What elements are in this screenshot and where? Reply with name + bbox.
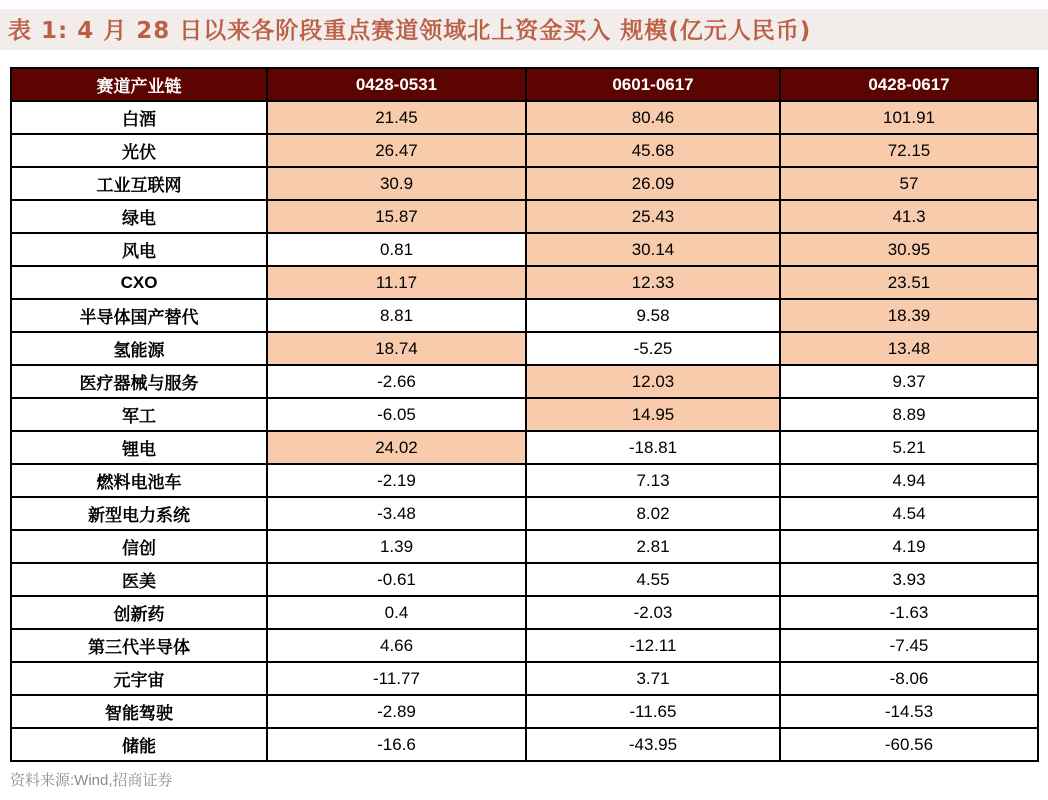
table-row [11, 497, 1038, 530]
table-row [11, 530, 1038, 563]
value-cell: 30.14 [526, 233, 780, 266]
table-row [11, 695, 1038, 728]
value-cell: -7.45 [780, 629, 1038, 662]
value-cell: 101.91 [780, 101, 1038, 134]
header-cell-period-total: 0428-0617 [780, 68, 1038, 101]
table-row [11, 200, 1038, 233]
table-title: 表 1: 4 月 28 日以来各阶段重点赛道领域北上资金买入 规模(亿元人民币) [8, 18, 812, 44]
value-cell: -3.48 [267, 497, 526, 530]
value-cell: -2.03 [526, 596, 780, 629]
value-cell: 25.43 [526, 200, 780, 233]
value-cell: -43.95 [526, 728, 780, 761]
value-cell: -5.25 [526, 332, 780, 365]
value-cell: -14.53 [780, 695, 1038, 728]
value-cell: -11.65 [526, 695, 780, 728]
table-row [11, 563, 1038, 596]
value-cell: -0.61 [267, 563, 526, 596]
header-row [11, 68, 1038, 101]
row-label: 军工 [11, 398, 267, 431]
table-row [11, 365, 1038, 398]
value-cell: 0.4 [267, 596, 526, 629]
table-row [11, 596, 1038, 629]
value-cell: 5.21 [780, 431, 1038, 464]
source-note: 资料来源:Wind,招商证券 [10, 772, 173, 789]
value-cell: -8.06 [780, 662, 1038, 695]
value-cell: 0.81 [267, 233, 526, 266]
value-cell: 41.3 [780, 200, 1038, 233]
value-cell: 4.54 [780, 497, 1038, 530]
value-cell: 26.09 [526, 167, 780, 200]
row-label: 锂电 [11, 431, 267, 464]
value-cell: 72.15 [780, 134, 1038, 167]
value-cell: 57 [780, 167, 1038, 200]
row-label: 元宇宙 [11, 662, 267, 695]
value-cell: 13.48 [780, 332, 1038, 365]
table-body [11, 101, 1038, 761]
row-label: 光伏 [11, 134, 267, 167]
value-cell: 45.68 [526, 134, 780, 167]
value-cell: -12.11 [526, 629, 780, 662]
value-cell: 80.46 [526, 101, 780, 134]
table-row [11, 464, 1038, 497]
row-label: 储能 [11, 728, 267, 761]
row-label: 新型电力系统 [11, 497, 267, 530]
value-cell: 8.89 [780, 398, 1038, 431]
value-cell: 8.81 [267, 299, 526, 332]
row-label: 创新药 [11, 596, 267, 629]
row-label: 智能驾驶 [11, 695, 267, 728]
header-cell-period-1: 0428-0531 [267, 68, 526, 101]
value-cell: 12.03 [526, 365, 780, 398]
table-row [11, 299, 1038, 332]
row-label: 半导体国产替代 [11, 299, 267, 332]
row-label: 绿电 [11, 200, 267, 233]
value-cell: 3.93 [780, 563, 1038, 596]
value-cell: 24.02 [267, 431, 526, 464]
row-label: 医美 [11, 563, 267, 596]
table-row [11, 662, 1038, 695]
table-row [11, 134, 1038, 167]
value-cell: -1.63 [780, 596, 1038, 629]
table-row [11, 101, 1038, 134]
table-row [11, 431, 1038, 464]
row-label: 风电 [11, 233, 267, 266]
value-cell: -2.89 [267, 695, 526, 728]
value-cell: -16.6 [267, 728, 526, 761]
row-label: 医疗器械与服务 [11, 365, 267, 398]
value-cell: 12.33 [526, 266, 780, 299]
value-cell: 4.66 [267, 629, 526, 662]
table-row [11, 398, 1038, 431]
value-cell: -18.81 [526, 431, 780, 464]
table-row [11, 728, 1038, 761]
value-cell: 14.95 [526, 398, 780, 431]
table-row [11, 629, 1038, 662]
northbound-funds-table [10, 67, 1039, 762]
value-cell: 8.02 [526, 497, 780, 530]
row-label: 燃料电池车 [11, 464, 267, 497]
value-cell: 1.39 [267, 530, 526, 563]
value-cell: 7.13 [526, 464, 780, 497]
value-cell: 9.58 [526, 299, 780, 332]
value-cell: -11.77 [267, 662, 526, 695]
value-cell: 30.9 [267, 167, 526, 200]
row-label: 白酒 [11, 101, 267, 134]
value-cell: 26.47 [267, 134, 526, 167]
value-cell: 15.87 [267, 200, 526, 233]
header-cell-industry-chain: 赛道产业链 [11, 68, 267, 101]
row-label: 第三代半导体 [11, 629, 267, 662]
value-cell: -6.05 [267, 398, 526, 431]
table-row [11, 266, 1038, 299]
value-cell: 21.45 [267, 101, 526, 134]
table-header [11, 68, 1038, 101]
value-cell: 30.95 [780, 233, 1038, 266]
value-cell: -2.66 [267, 365, 526, 398]
value-cell: 4.19 [780, 530, 1038, 563]
value-cell: 3.71 [526, 662, 780, 695]
row-label: 氢能源 [11, 332, 267, 365]
value-cell: 4.55 [526, 563, 780, 596]
value-cell: 23.51 [780, 266, 1038, 299]
row-label: CXO [11, 266, 267, 299]
value-cell: 9.37 [780, 365, 1038, 398]
value-cell: -2.19 [267, 464, 526, 497]
value-cell: -60.56 [780, 728, 1038, 761]
table-row [11, 332, 1038, 365]
table-title-bar [0, 9, 1048, 50]
value-cell: 18.74 [267, 332, 526, 365]
row-label: 工业互联网 [11, 167, 267, 200]
value-cell: 4.94 [780, 464, 1038, 497]
table-row [11, 233, 1038, 266]
value-cell: 18.39 [780, 299, 1038, 332]
value-cell: 11.17 [267, 266, 526, 299]
table-row [11, 167, 1038, 200]
row-label: 信创 [11, 530, 267, 563]
value-cell: 2.81 [526, 530, 780, 563]
header-cell-period-2: 0601-0617 [526, 68, 780, 101]
